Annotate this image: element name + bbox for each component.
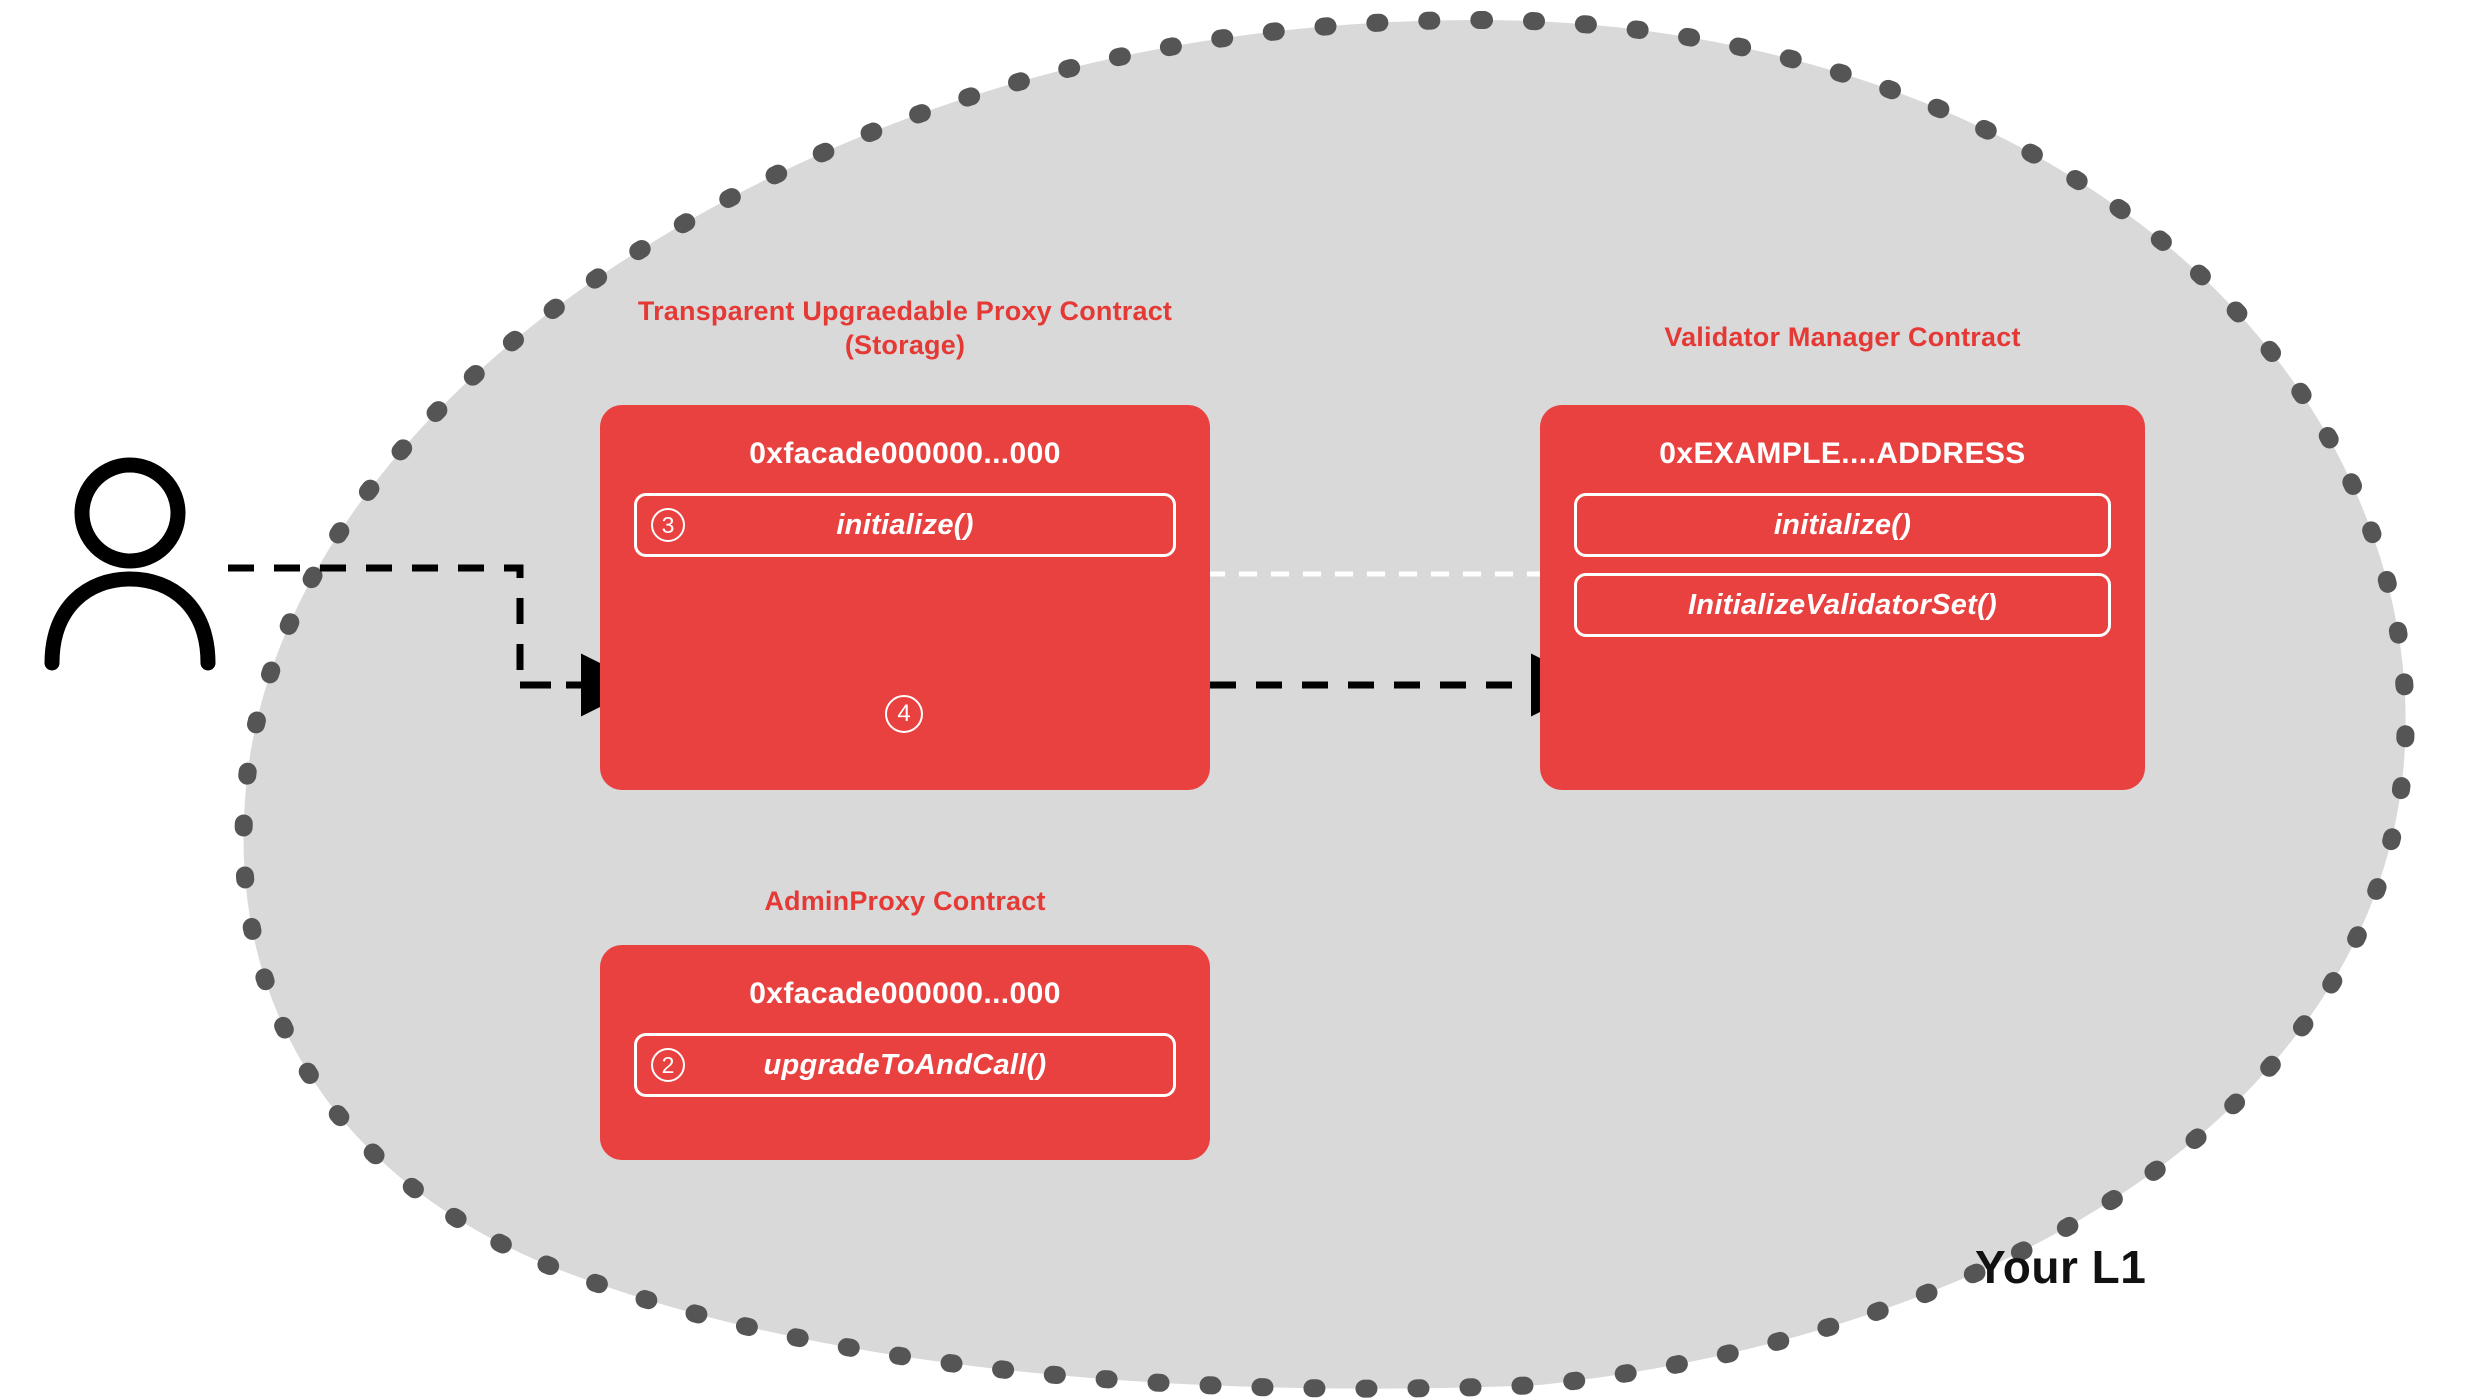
contract-proxy-box bbox=[600, 405, 1210, 790]
method-initialize-proxy-label: initialize() bbox=[836, 508, 974, 541]
method-initialize-vm[interactable] bbox=[1574, 493, 2111, 557]
contract-proxy-address: 0xfacade000000...000 bbox=[749, 437, 1061, 470]
method-initialize-validator-set[interactable] bbox=[1574, 573, 2111, 637]
contract-adminproxy-address: 0xfacade000000...000 bbox=[749, 977, 1061, 1010]
step-badge-3: 3 bbox=[651, 508, 685, 542]
step-badge-2: 2 bbox=[651, 1048, 685, 1082]
contract-validator-manager-title: Validator Manager Contract bbox=[1664, 322, 2021, 352]
region-label: Your L1 bbox=[1975, 1241, 2147, 1293]
contract-validator-manager-address: 0xEXAMPLE....ADDRESS bbox=[1659, 437, 2026, 470]
method-upgrade-to-and-call[interactable] bbox=[634, 1033, 1176, 1097]
contract-adminproxy-title: AdminProxy Contract bbox=[764, 886, 1046, 916]
contract-proxy-title: Transparent Upgraedable Proxy Contract (Storage) bbox=[637, 296, 1173, 360]
method-initialize-proxy[interactable] bbox=[634, 493, 1176, 557]
contract-validator-manager-box bbox=[1540, 405, 2145, 790]
method-upgrade-to-and-call-label: upgradeToAndCall() bbox=[763, 1048, 1047, 1081]
method-initialize-validator-set-label: InitializeValidatorSet() bbox=[1687, 588, 1998, 621]
step-badge-4: 4 bbox=[885, 695, 923, 733]
method-initialize-vm-label: initialize() bbox=[1773, 508, 1912, 541]
contract-adminproxy-box bbox=[600, 945, 1210, 1160]
